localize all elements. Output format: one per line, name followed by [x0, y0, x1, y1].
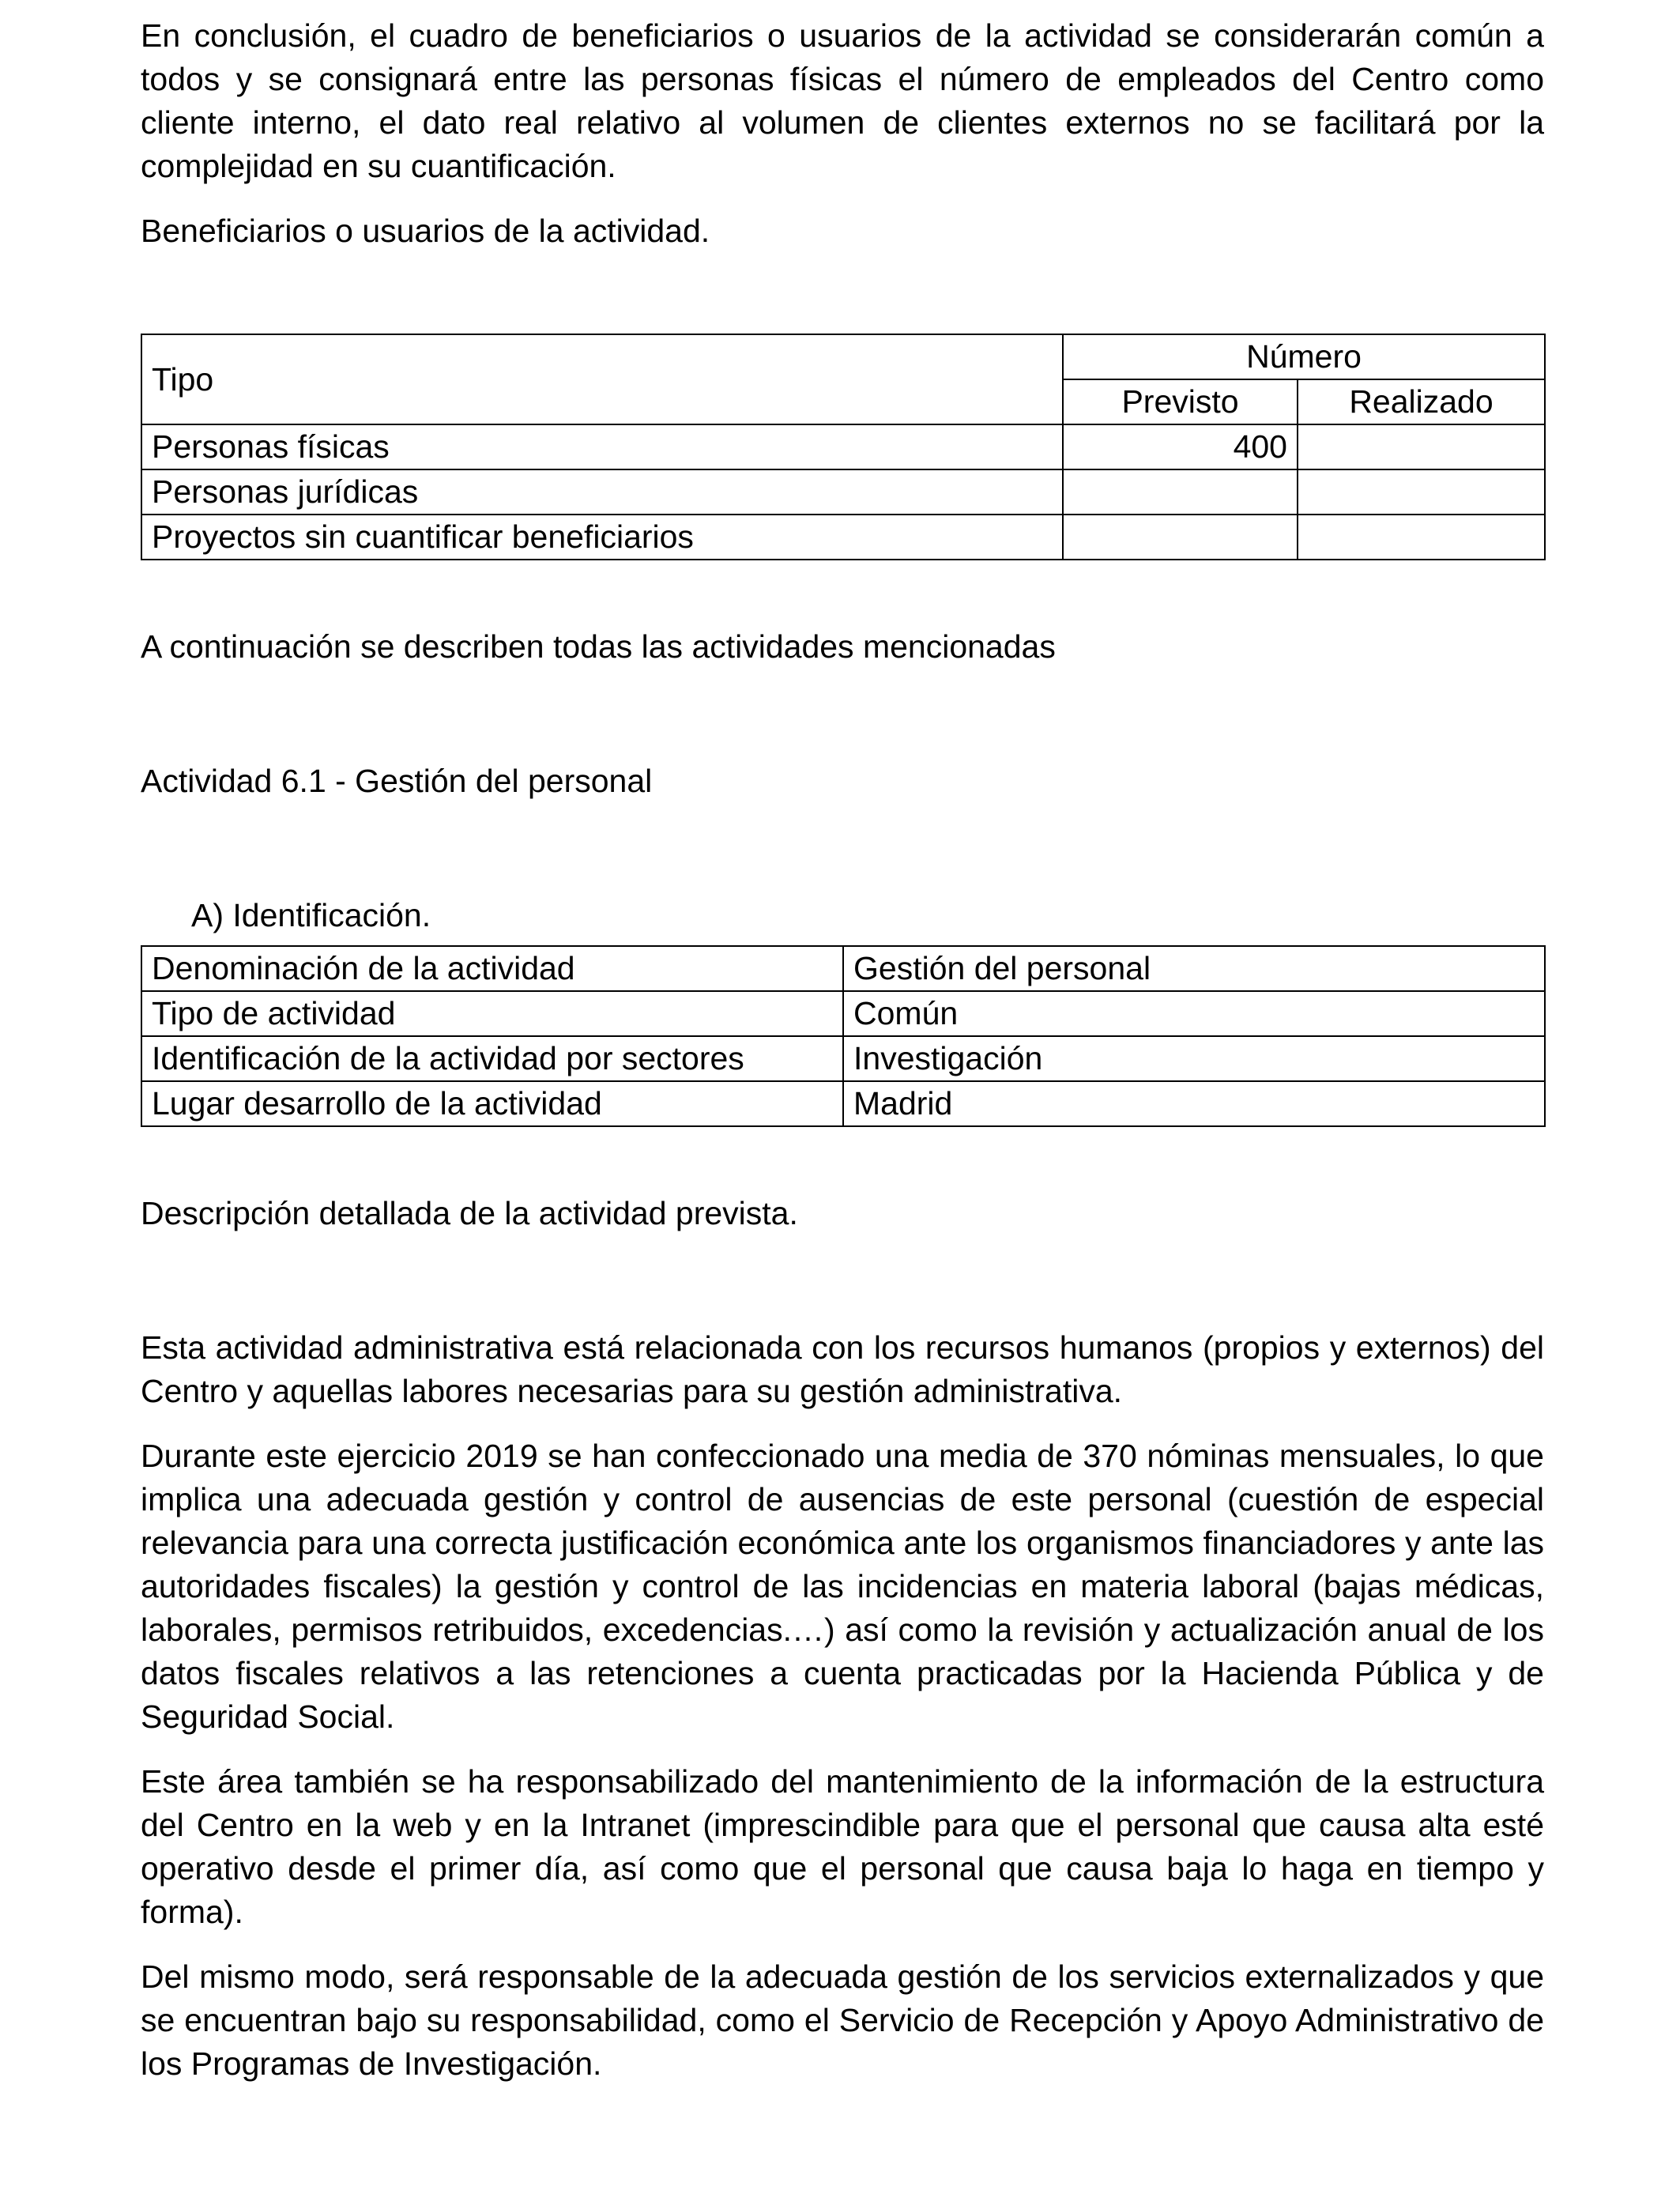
- realizado-cell: [1298, 515, 1545, 560]
- table-row: [141, 991, 1545, 1036]
- tipo-cell: Personas jurídicas: [141, 469, 1063, 515]
- identification-label: Denominación de la actividad: [141, 946, 843, 991]
- identification-heading: A) Identificación.: [191, 897, 431, 933]
- identification-table: [141, 945, 1546, 1127]
- header-numero: Número: [1063, 334, 1545, 379]
- header-previsto: Previsto: [1063, 379, 1298, 424]
- table-row: [141, 424, 1545, 469]
- tipo-cell: Proyectos sin cuantificar beneficiarios: [141, 515, 1063, 560]
- identification-label: Lugar desarrollo de la actividad: [141, 1081, 843, 1126]
- previsto-cell: 400: [1063, 424, 1298, 469]
- table-row: [141, 515, 1545, 560]
- tipo-cell: Personas físicas: [141, 424, 1063, 469]
- description-paragraph: Durante este ejercicio 2019 se han confeccionado una media de 370 nóminas mensuales, lo que implica una adecuada gestión y control de ausencias de este personal (cuestión de especial relevancia para una correcta justificación económica ante los organismos financiadores y ante las autoridades fiscales) la gestión y control de las incidencias en materia laboral (bajas médicas, laborales, permisos retribuidos, excedencias.…) así como la revisión y actualización anual de los datos fiscales relativos a las retenciones a cuenta practicadas por la Hacienda Pública y de Seguridad Social.: [141, 1438, 1544, 1735]
- identification-label: Tipo de actividad: [141, 991, 843, 1036]
- realizado-cell: [1298, 424, 1545, 469]
- table-row: [141, 1081, 1545, 1126]
- previsto-cell: [1063, 469, 1298, 515]
- identification-label: Identificación de la actividad por sectores: [141, 1036, 843, 1081]
- description-paragraph: Esta actividad administrativa está relacionada con los recursos humanos (propios y externos) del Centro y aquellas labores necesarias para su gestión administrativa.: [141, 1329, 1544, 1409]
- previsto-cell: [1063, 515, 1298, 560]
- table-row: [141, 1036, 1545, 1081]
- description-paragraph: Del mismo modo, será responsable de la adecuada gestión de los servicios externalizados y que se encuentran bajo su responsabilidad, como el Servicio de Recepción y Apoyo Administrativo de los Programas de Investigación.: [141, 1958, 1544, 2082]
- header-realizado: Realizado: [1298, 379, 1545, 424]
- identification-value: Investigación: [843, 1036, 1545, 1081]
- conclusion-paragraph: En conclusión, el cuadro de beneficiarios o usuarios de la actividad se considerarán común a todos y se consignará entre las personas físicas el número de empleados del Centro como cliente interno, el dato real relativo al volumen de clientes externos no se facilitará por la complejidad en su cuantificación.: [141, 17, 1544, 184]
- activities-intro: A continuación se describen todas las actividades mencionadas: [141, 628, 1056, 665]
- beneficiaries-table: [141, 334, 1546, 560]
- identification-value: Madrid: [843, 1081, 1545, 1126]
- identification-value: Común: [843, 991, 1545, 1036]
- description-heading: Descripción detallada de la actividad prevista.: [141, 1195, 798, 1231]
- description-paragraph: Este área también se ha responsabilizado del mantenimiento de la información de la estructura del Centro en la web y en la Intranet (imprescindible para que el personal que causa alta esté operativo desde el primer día, así como que el personal que causa baja lo haga en tiempo y forma).: [141, 1763, 1544, 1930]
- header-tipo: Tipo: [141, 334, 1063, 424]
- table-row: [141, 946, 1545, 991]
- activity-title: Actividad 6.1 - Gestión del personal: [141, 763, 653, 799]
- document-page: [141, 14, 1544, 2086]
- identification-value: Gestión del personal: [843, 946, 1545, 991]
- beneficiaries-heading: Beneficiarios o usuarios de la actividad.: [141, 213, 710, 249]
- table-row: [141, 469, 1545, 515]
- realizado-cell: [1298, 469, 1545, 515]
